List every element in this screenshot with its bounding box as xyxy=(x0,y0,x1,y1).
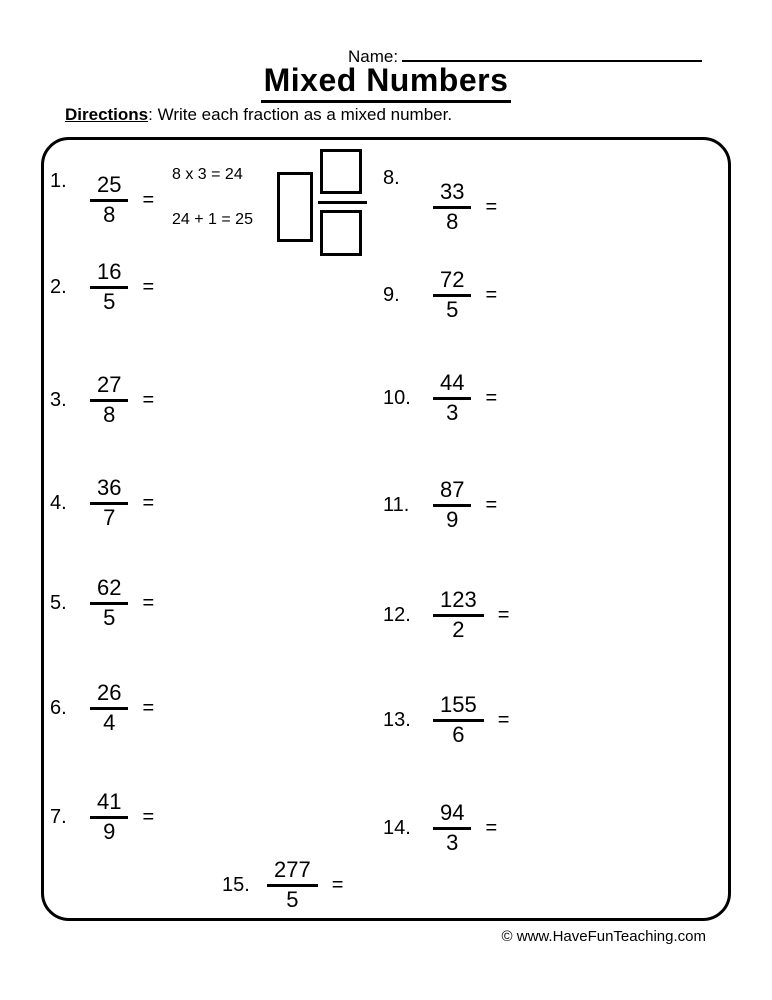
problem-number: 3. xyxy=(50,388,67,411)
problem-11 xyxy=(383,477,497,533)
problem-12 xyxy=(383,587,509,643)
problem-number: 1. xyxy=(50,170,67,192)
problem-number: 12. xyxy=(383,603,411,626)
numerator: 36 xyxy=(90,476,128,505)
problem-number: 5. xyxy=(50,591,67,614)
denominator: 5 xyxy=(286,887,299,912)
fraction xyxy=(90,173,128,227)
denominator: 2 xyxy=(452,617,465,642)
name-label: Name: xyxy=(348,47,399,66)
fraction xyxy=(433,371,471,425)
equals-sign: = xyxy=(485,816,498,839)
problem-10 xyxy=(383,370,497,426)
equals-sign: = xyxy=(142,388,155,411)
answer-fraction-bar xyxy=(318,201,367,204)
denominator: 6 xyxy=(452,722,465,747)
equals-sign: = xyxy=(142,491,155,514)
denominator: 9 xyxy=(446,507,459,532)
problem-14 xyxy=(383,800,497,856)
problem-9 xyxy=(383,267,497,323)
equals-sign: = xyxy=(142,188,155,211)
numerator: 87 xyxy=(433,478,471,507)
denominator: 4 xyxy=(103,710,116,735)
problem-15 xyxy=(222,857,343,913)
numerator: 123 xyxy=(433,588,484,617)
problem-number: 14. xyxy=(383,816,411,839)
problem-7 xyxy=(50,789,154,845)
equals-sign: = xyxy=(142,275,155,298)
problem-number: 9. xyxy=(383,283,400,306)
equals-sign: = xyxy=(331,873,344,896)
problem-3 xyxy=(50,372,154,428)
problem-8 xyxy=(383,167,498,235)
fraction xyxy=(90,260,128,314)
title-wrap xyxy=(0,62,772,103)
equals-sign: = xyxy=(142,805,155,828)
denominator: 8 xyxy=(446,209,459,234)
denominator: 3 xyxy=(446,400,459,425)
problem-1 xyxy=(50,172,154,228)
denominator: 5 xyxy=(103,605,116,630)
fraction xyxy=(90,790,128,844)
problem-number: 2. xyxy=(50,275,67,298)
fraction xyxy=(433,268,471,322)
equals-sign: = xyxy=(485,283,498,306)
problem-number: 15. xyxy=(222,873,250,896)
example-multiplication-step: 8 x 3 = 24 xyxy=(172,166,243,183)
fraction xyxy=(90,476,128,530)
fraction xyxy=(433,693,484,747)
equals-sign: = xyxy=(142,696,155,719)
equals-sign: = xyxy=(142,591,155,614)
denominator: 8 xyxy=(103,402,116,427)
denominator: 9 xyxy=(103,819,116,844)
numerator: 27 xyxy=(90,373,128,402)
problem-number: 8. xyxy=(383,167,400,189)
equals-sign: = xyxy=(485,195,498,218)
denominator: 7 xyxy=(103,505,116,530)
equals-sign: = xyxy=(485,493,498,516)
problem-5 xyxy=(50,575,154,631)
equals-sign: = xyxy=(497,603,510,626)
problem-4 xyxy=(50,475,154,531)
problem-number: 4. xyxy=(50,491,67,514)
problem-number: 11. xyxy=(383,493,410,516)
page-title: Mixed Numbers xyxy=(261,62,512,103)
problem-number: 7. xyxy=(50,805,67,828)
directions xyxy=(65,105,452,125)
directions-label: Directions xyxy=(65,105,149,124)
problem-number: 6. xyxy=(50,696,67,719)
fraction xyxy=(90,576,128,630)
fraction xyxy=(90,373,128,427)
problem-number: 13. xyxy=(383,708,411,731)
directions-text: : Write each fraction as a mixed number. xyxy=(148,105,453,124)
denominator: 8 xyxy=(103,202,116,227)
numerator: 33 xyxy=(433,180,471,209)
numerator-answer-box[interactable] xyxy=(320,149,362,194)
numerator: 62 xyxy=(90,576,128,605)
example-addition-step: 24 + 1 = 25 xyxy=(172,211,253,228)
whole-number-answer-box[interactable] xyxy=(277,172,313,242)
fraction xyxy=(433,588,484,642)
numerator: 277 xyxy=(267,858,318,887)
numerator: 72 xyxy=(433,268,471,297)
problem-2 xyxy=(50,259,154,315)
name-input-line[interactable] xyxy=(402,45,702,62)
fraction xyxy=(433,180,471,234)
problem-number: 10. xyxy=(383,386,411,409)
fraction xyxy=(267,858,318,912)
denominator: 3 xyxy=(446,830,459,855)
fraction xyxy=(433,801,471,855)
fraction xyxy=(433,478,471,532)
problem-13 xyxy=(383,692,509,748)
equals-sign: = xyxy=(485,386,498,409)
numerator: 25 xyxy=(90,173,128,202)
numerator: 44 xyxy=(433,371,471,400)
denominator-answer-box[interactable] xyxy=(320,210,362,256)
footer-copyright: © www.HaveFunTeaching.com xyxy=(501,928,706,945)
numerator: 155 xyxy=(433,693,484,722)
denominator: 5 xyxy=(103,289,116,314)
numerator: 26 xyxy=(90,681,128,710)
equals-sign: = xyxy=(497,708,510,731)
fraction xyxy=(90,681,128,735)
denominator: 5 xyxy=(446,297,459,322)
numerator: 41 xyxy=(90,790,128,819)
problem-6 xyxy=(50,680,154,736)
numerator: 16 xyxy=(90,260,128,289)
numerator: 94 xyxy=(433,801,471,830)
